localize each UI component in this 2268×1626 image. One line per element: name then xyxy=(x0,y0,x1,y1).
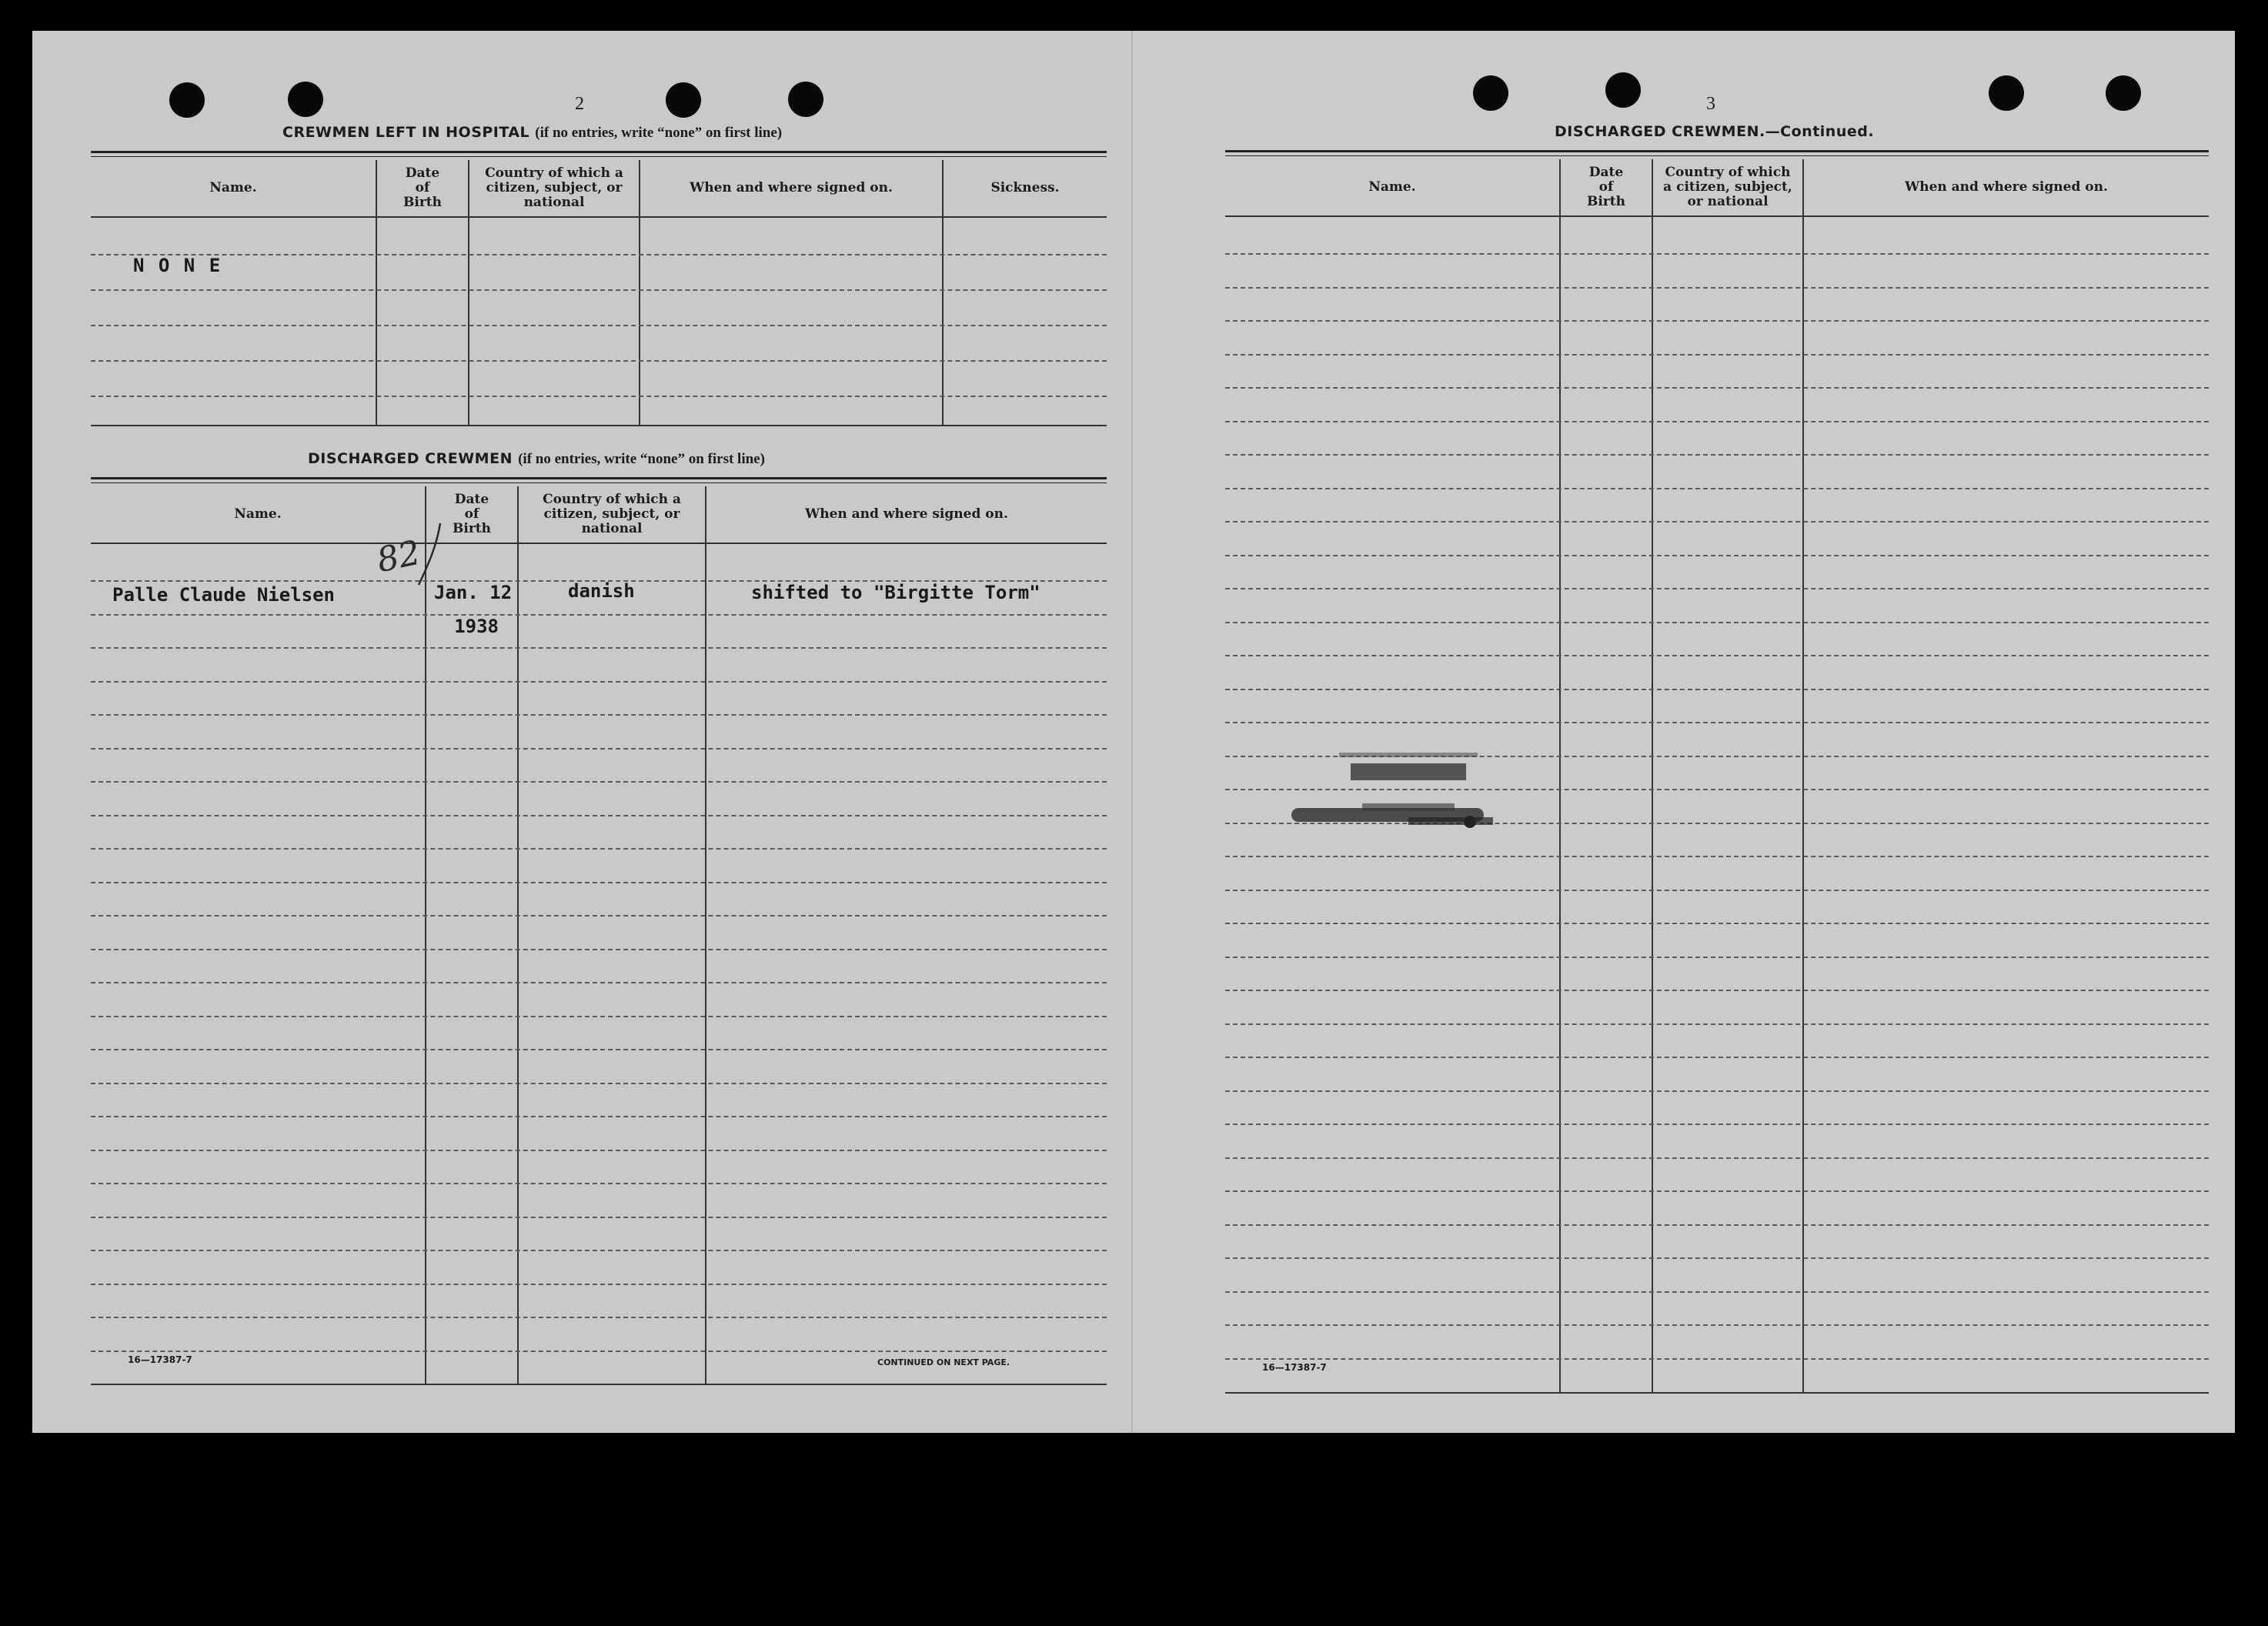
hospital-table xyxy=(91,160,1107,426)
entry-line xyxy=(1225,1090,2209,1092)
entry-line xyxy=(91,949,1107,950)
double-rule xyxy=(91,477,1107,483)
entry-line xyxy=(91,882,1107,883)
entry-line xyxy=(91,1284,1107,1285)
continued-note: CONTINUED ON NEXT PAGE. xyxy=(877,1357,1010,1367)
punch-hole xyxy=(788,82,823,117)
entry-line xyxy=(1225,990,2209,991)
entry-line xyxy=(91,254,1107,255)
entry-line xyxy=(1225,1291,2209,1293)
section-title-text: CREWMEN LEFT IN HOSPITAL xyxy=(282,124,530,141)
entry-line xyxy=(91,289,1107,291)
column-header-country: Country of which a citizen, subject, or national xyxy=(543,492,681,536)
entry-line xyxy=(1225,923,2209,924)
handwritten-margin-note: 82 xyxy=(373,533,424,581)
entry-line xyxy=(91,1049,1107,1050)
entry-line xyxy=(91,681,1107,683)
entry-line xyxy=(91,1016,1107,1017)
entry-line xyxy=(1225,1358,2209,1360)
entry-line xyxy=(1225,655,2209,656)
crewman-country: danish xyxy=(568,580,635,602)
entry-line xyxy=(1225,890,2209,891)
section-title-discharged-continued: DISCHARGED CREWMEN.—Continued. xyxy=(1555,123,1875,140)
form-number: 16—17387-7 xyxy=(128,1354,192,1365)
punch-hole xyxy=(2106,75,2141,111)
entry-line xyxy=(1225,1190,2209,1192)
entry-line xyxy=(1225,521,2209,523)
column-header-date-of-birth: Date of Birth xyxy=(453,492,491,536)
crewman-name: Palle Claude Nielsen xyxy=(112,584,335,606)
section-title-discharged xyxy=(308,450,765,468)
entry-line xyxy=(1225,454,2209,456)
column-header-date-of-birth: Date of Birth xyxy=(1587,165,1625,209)
column-divider xyxy=(1559,159,1561,1394)
crewman-signed-on: shifted to "Birgitte Torm" xyxy=(751,582,1040,603)
double-rule xyxy=(91,151,1107,157)
right-page xyxy=(1133,31,2235,1433)
entry-line xyxy=(1225,1057,2209,1058)
column-header-name: Name. xyxy=(1368,179,1416,195)
column-divider xyxy=(1652,159,1653,1394)
column-header-country: Country of which a citizen, subject, or national xyxy=(1663,165,1792,209)
column-header-name: Name. xyxy=(234,506,282,522)
crewman-birth-date: Jan. 12 xyxy=(434,582,513,603)
punch-hole xyxy=(1473,75,1508,111)
entry-line xyxy=(1225,555,2209,556)
entry-line xyxy=(1225,354,2209,356)
entry-line xyxy=(91,1150,1107,1151)
column-header-name: Name. xyxy=(209,180,257,195)
entry-line xyxy=(91,647,1107,649)
entry-line xyxy=(91,1317,1107,1318)
column-header-date-of-birth: Date of Birth xyxy=(403,165,442,210)
bottom-rule xyxy=(91,425,1107,426)
column-header-signed-on: When and where signed on. xyxy=(1905,179,2108,195)
header-rule xyxy=(1225,215,2209,217)
header-rule xyxy=(91,543,1107,544)
entry-line xyxy=(91,396,1107,397)
double-rule xyxy=(1225,150,2209,156)
entry-line xyxy=(91,1351,1107,1352)
section-note: (if no entries, write “none” on first line) xyxy=(518,451,765,467)
entry-line xyxy=(91,360,1107,362)
entry-line xyxy=(1225,689,2209,690)
entry-line xyxy=(1225,1324,2209,1326)
entry-line xyxy=(1225,856,2209,857)
section-title-text: DISCHARGED CREWMEN xyxy=(308,450,513,467)
punch-hole xyxy=(169,82,205,118)
crewman-birth-year: 1938 xyxy=(454,616,499,637)
punch-hole xyxy=(1989,75,2024,111)
ink-stamp-smudge xyxy=(1285,731,1501,846)
entry-line xyxy=(1225,320,2209,322)
discharged-table xyxy=(91,486,1107,1385)
header-rule xyxy=(91,216,1107,218)
entry-line xyxy=(91,714,1107,716)
page-number: 2 xyxy=(575,94,584,114)
bottom-rule xyxy=(1225,1392,2209,1394)
entry-line xyxy=(1225,588,2209,589)
entry-line xyxy=(91,325,1107,326)
form-number: 16—17387-7 xyxy=(1262,1362,1327,1373)
entry-line xyxy=(91,815,1107,816)
section-note: (if no entries, write “none” on first line) xyxy=(535,125,783,141)
column-divider xyxy=(1802,159,1804,1394)
entry-line xyxy=(91,1217,1107,1218)
entry-line xyxy=(91,915,1107,917)
entry-line xyxy=(91,748,1107,750)
entry-line xyxy=(1225,287,2209,289)
document-sheet xyxy=(32,31,2235,1433)
entry-line xyxy=(91,848,1107,850)
entry-line xyxy=(91,982,1107,983)
column-header-signed-on: When and where signed on. xyxy=(805,506,1008,522)
section-title-hospital xyxy=(282,124,782,142)
entry-line xyxy=(91,1183,1107,1184)
entry-line xyxy=(91,781,1107,783)
entry-line xyxy=(91,614,1107,616)
left-page xyxy=(32,31,1133,1433)
column-header-signed-on: When and where signed on. xyxy=(690,180,893,195)
bottom-rule xyxy=(91,1384,1107,1385)
punch-hole xyxy=(666,82,701,118)
entry-line xyxy=(1225,1224,2209,1226)
entry-line xyxy=(1225,622,2209,623)
page-number: 3 xyxy=(1706,94,1715,114)
hospital-entry-none: N O N E xyxy=(133,255,222,276)
entry-line xyxy=(1225,722,2209,723)
entry-line xyxy=(1225,1157,2209,1159)
entry-line xyxy=(91,1083,1107,1084)
entry-line xyxy=(1225,1124,2209,1125)
punch-hole xyxy=(288,82,323,117)
entry-line xyxy=(1225,488,2209,489)
column-header-sickness: Sickness. xyxy=(990,180,1060,195)
column-header-country: Country of which a citizen, subject, or national xyxy=(485,165,623,210)
entry-line xyxy=(1225,1023,2209,1025)
entry-line xyxy=(1225,253,2209,255)
entry-line xyxy=(91,1250,1107,1251)
entry-line xyxy=(91,1116,1107,1117)
handwritten-stroke xyxy=(414,520,445,589)
entry-line xyxy=(1225,421,2209,422)
entry-line xyxy=(1225,1257,2209,1259)
punch-hole xyxy=(1605,72,1641,108)
entry-line xyxy=(1225,957,2209,958)
entry-line xyxy=(1225,387,2209,389)
